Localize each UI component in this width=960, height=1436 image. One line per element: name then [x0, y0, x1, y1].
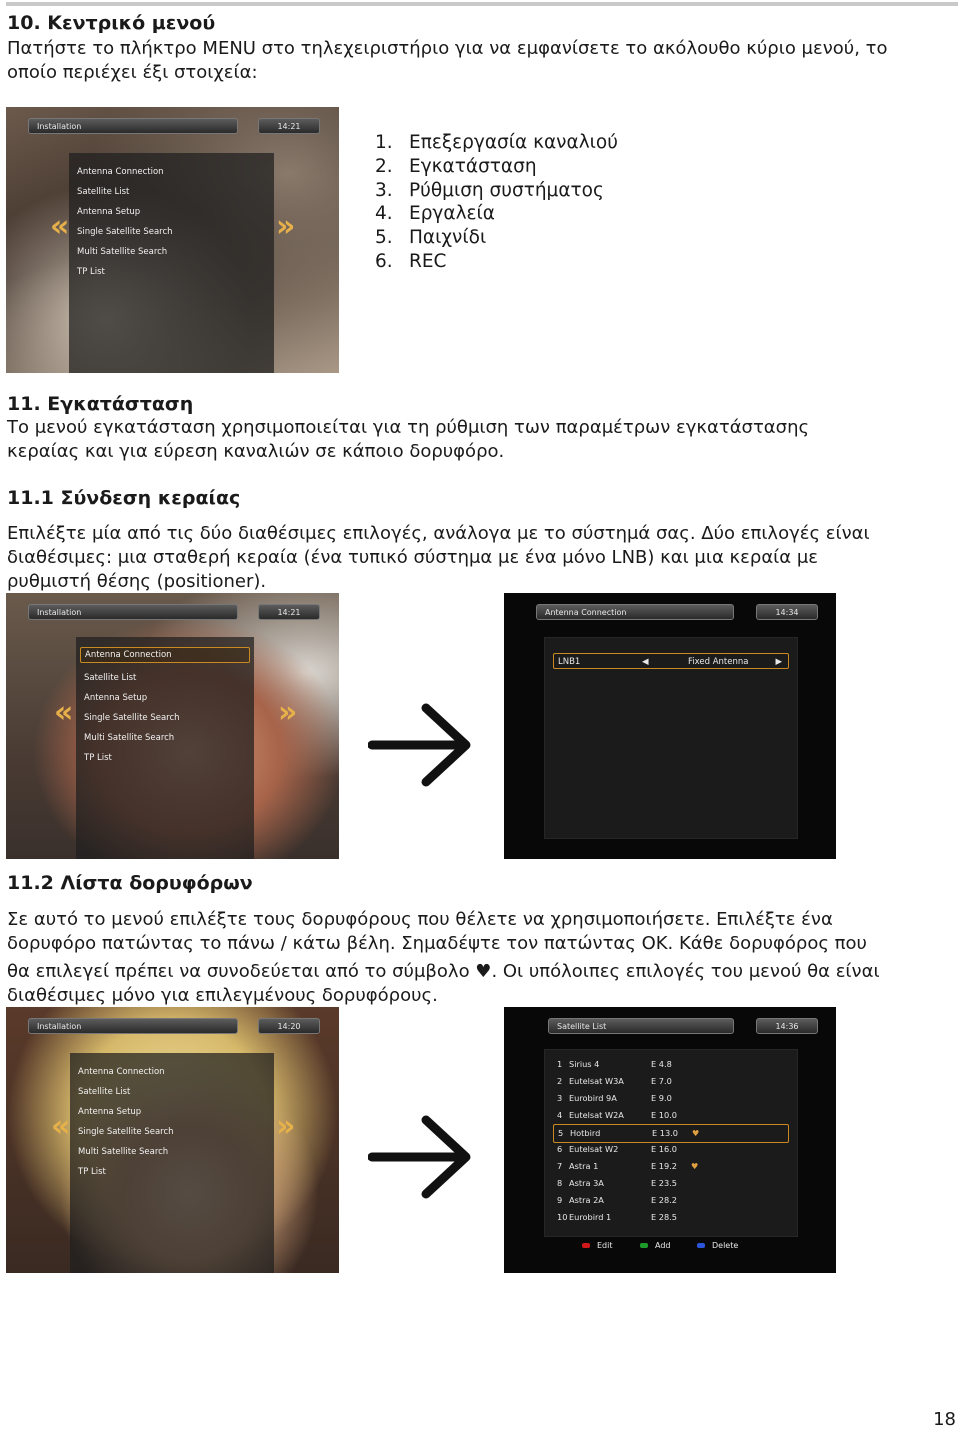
section-11-2-heading: 11.2 Λίστα δορυφόρων: [7, 872, 253, 894]
sat-name: Eutelsat W2: [569, 1144, 619, 1154]
menu-item-antenna-setup: Antenna Setup: [77, 207, 141, 217]
menu-item-single-satellite-search: Single Satellite Search: [84, 713, 180, 723]
sat-number: 7: [557, 1161, 563, 1171]
section-11-text: [7, 416, 957, 464]
sat-number: 5: [558, 1128, 564, 1138]
text-line: δορυφόρο πατώντας το πάνω / κάτω βέλη. Σημαδέψτε τον πατώντας OK. Κάθε δορυφόρος που: [7, 933, 867, 954]
sat-name: Hotbird: [570, 1128, 601, 1138]
sat-position: E 19.2: [651, 1161, 678, 1171]
sat-name: Eurobird 9A: [569, 1093, 617, 1103]
list-label: Επεξεργασία καναλιού: [409, 132, 618, 153]
menu-item-multi-satellite-search: Multi Satellite Search: [78, 1147, 169, 1157]
add-key: [640, 1241, 671, 1250]
section-11-1-text: [7, 522, 957, 594]
clock: 14:36: [756, 1018, 818, 1034]
intro-line: οποίο περιέχει έξι στοιχεία:: [7, 62, 258, 83]
list-number: 6.: [375, 250, 393, 272]
text-line: Σε αυτό το μενού επιλέξτε τους δορυφόρους που θέλετε να χρησιμοποιήσετε. Επιλέξτε ένα: [7, 909, 833, 930]
menu-title-bar: Installation: [28, 1018, 238, 1034]
sat-position: E 28.5: [651, 1212, 678, 1222]
menu-panel: [70, 1053, 274, 1273]
arrow-right-icon: [368, 700, 474, 790]
menu-item-antenna-connection: Antenna Connection: [78, 1067, 165, 1077]
sat-number: 9: [557, 1195, 563, 1205]
satellite-row: [553, 1158, 789, 1175]
sat-name: Eurobird 1: [569, 1212, 612, 1222]
chevron-right-icon: »: [276, 209, 296, 244]
chevron-left-icon: «: [50, 209, 70, 244]
list-number: 5.: [375, 227, 393, 249]
edit-label: Edit: [597, 1241, 613, 1250]
antenna-connection-screenshot: [504, 593, 836, 859]
sat-name: Sirius 4: [569, 1059, 600, 1069]
main-menu-list: [375, 131, 618, 274]
sat-name: Astra 2A: [569, 1195, 604, 1205]
section-11-1-heading: 11.1 Σύνδεση κεραίας: [7, 487, 241, 509]
text-line: ρυθμιστή θέσης (positioner).: [7, 571, 267, 592]
menu-panel: [69, 153, 274, 373]
sat-name: Eutelsat W3A: [569, 1076, 624, 1086]
clock: 14:21: [258, 604, 320, 620]
chevron-left-icon: «: [51, 1109, 71, 1144]
menu-item-satellite-list: Satellite List: [84, 673, 137, 683]
page-number: 18: [933, 1409, 956, 1430]
menu-item-single-satellite-search: Single Satellite Search: [77, 227, 173, 237]
menu-item-single-satellite-search: Single Satellite Search: [78, 1127, 174, 1137]
menu-panel: [76, 637, 254, 859]
sat-number: 1: [557, 1059, 563, 1069]
list-item: [375, 202, 618, 226]
list-item: [375, 179, 618, 203]
menu-item-tp-list: TP List: [78, 1167, 106, 1177]
satellite-row: [553, 1090, 789, 1107]
sat-position: E 7.0: [651, 1076, 672, 1086]
list-label: Ρύθμιση συστήματος: [409, 179, 604, 201]
arrow-right-icon: [368, 1112, 474, 1202]
list-label: Εργαλεία: [409, 203, 495, 225]
chevron-left-icon: «: [54, 695, 74, 730]
list-label: Εγκατάσταση: [409, 155, 537, 177]
sat-position: E 23.5: [651, 1178, 678, 1188]
menu-title-bar: Installation: [28, 118, 238, 134]
top-rule: [6, 2, 958, 6]
chevron-right-icon: »: [278, 695, 298, 730]
list-item: [375, 131, 618, 155]
satellite-list-menu-screenshot: [6, 1007, 339, 1273]
menu-item-multi-satellite-search: Multi Satellite Search: [77, 247, 168, 257]
sat-number: 4: [557, 1110, 563, 1120]
list-label: Παιχνίδι: [409, 227, 487, 249]
lnb-label: LNB1: [558, 657, 581, 667]
menu-title-bar: Installation: [28, 604, 238, 620]
sat-number: 8: [557, 1178, 563, 1188]
sat-name: Astra 3A: [569, 1178, 604, 1188]
lnb-value: Fixed Antenna: [688, 657, 749, 667]
text-line: θα επιλεγεί πρέπει να συνοδεύεται από το σύμβολο ♥. Οι υπόλοιπες επιλογές του μενού θα είναι: [7, 961, 880, 982]
satellite-list-panel: [544, 1049, 798, 1237]
list-number: 1.: [375, 132, 393, 153]
sat-position: E 9.0: [651, 1093, 672, 1103]
menu-item-satellite-list: Satellite List: [78, 1087, 131, 1097]
satellite-row: [553, 1209, 789, 1226]
menu-item-antenna-setup: Antenna Setup: [84, 693, 148, 703]
satellite-row: [553, 1107, 789, 1124]
menu-item-antenna-connection-selected: Antenna Connection: [80, 647, 250, 663]
screen-title-bar: Antenna Connection: [536, 604, 734, 620]
clock: 14:34: [756, 604, 818, 620]
sat-number: 3: [557, 1093, 563, 1103]
sat-position: E 4.8: [651, 1059, 672, 1069]
text-line: Το μενού εγκατάσταση χρησιμοποιείται για τη ρύθμιση των παραμέτρων εγκατάστασης: [7, 417, 810, 438]
heart-icon: ♥: [692, 1128, 700, 1138]
text-line: διαθέσιμες: μια σταθερή κεραία (ένα τυπικό σύστημα με ένα μόνο LNB) και μια κεραία με: [7, 547, 819, 568]
sat-name: Astra 1: [569, 1161, 599, 1171]
installation-menu-screenshot: [6, 107, 339, 373]
menu-item-antenna-connection: Antenna Connection: [77, 167, 164, 177]
sat-number: 6: [557, 1144, 563, 1154]
satellite-row: [553, 1073, 789, 1090]
arrow-left-icon: ◀: [642, 657, 649, 667]
menu-item-tp-list: TP List: [84, 753, 112, 763]
list-number: 4.: [375, 203, 393, 225]
list-item: [375, 155, 618, 179]
menu-item-antenna-setup: Antenna Setup: [78, 1107, 142, 1117]
menu-item-tp-list: TP List: [77, 267, 105, 277]
list-item: [375, 250, 618, 274]
sat-position: E 16.0: [651, 1144, 678, 1154]
list-label: REC: [409, 250, 447, 272]
sat-position: E 10.0: [651, 1110, 678, 1120]
screen-title-bar: Satellite List: [548, 1018, 734, 1034]
section-11-2-text: [7, 908, 957, 1008]
sat-number: 10: [557, 1212, 568, 1222]
add-label: Add: [655, 1241, 671, 1250]
sat-position: E 13.0: [652, 1128, 679, 1138]
satellite-list-screenshot: [504, 1007, 836, 1273]
heart-icon: ♥: [691, 1161, 699, 1171]
text-line: διαθέσιμες μόνο για επιλεγμένους δορυφόρους.: [7, 985, 438, 1006]
satellite-row: [553, 1056, 789, 1073]
intro-line: Πατήστε το πλήκτρο MENU στο τηλεχειριστήριο για να εμφανίσετε το ακόλουθο κύριο μενού, το: [7, 38, 888, 59]
satellite-row: [553, 1192, 789, 1209]
text-line: Επιλέξτε μία από τις δύο διαθέσιμες επιλογές, ανάλογα με το σύστημά σας. Δύο επιλογές είναι: [7, 523, 870, 544]
sat-position: E 28.2: [651, 1195, 678, 1205]
list-number: 2.: [375, 155, 393, 177]
red-key-icon: [582, 1243, 590, 1248]
section-10-heading: 10. Κεντρικό μενού: [7, 12, 216, 34]
sat-number: 2: [557, 1076, 563, 1086]
delete-label: Delete: [712, 1241, 739, 1250]
clock: 14:21: [258, 118, 320, 134]
menu-item-satellite-list: Satellite List: [77, 187, 130, 197]
lnb-row: [553, 653, 789, 669]
sat-name: Eutelsat W2A: [569, 1110, 624, 1120]
section-10-intro: [7, 37, 957, 85]
menu-item-multi-satellite-search: Multi Satellite Search: [84, 733, 175, 743]
arrow-right-small-icon: ▶: [775, 657, 782, 667]
antenna-connection-menu-screenshot: [6, 593, 339, 859]
section-11-heading: 11. Εγκατάσταση: [7, 393, 194, 415]
delete-key: [697, 1241, 738, 1250]
edit-key: [582, 1241, 613, 1250]
clock: 14:20: [258, 1018, 320, 1034]
chevron-right-icon: »: [276, 1109, 296, 1144]
settings-panel: [544, 637, 798, 839]
green-key-icon: [640, 1243, 648, 1248]
blue-key-icon: [697, 1243, 705, 1248]
satellite-row: [553, 1141, 789, 1158]
text-line: κεραίας και για εύρεση καναλιών σε κάποιο δορυφόρο.: [7, 441, 505, 462]
list-number: 3.: [375, 179, 393, 201]
satellite-row: [553, 1175, 789, 1192]
list-item: [375, 226, 618, 250]
